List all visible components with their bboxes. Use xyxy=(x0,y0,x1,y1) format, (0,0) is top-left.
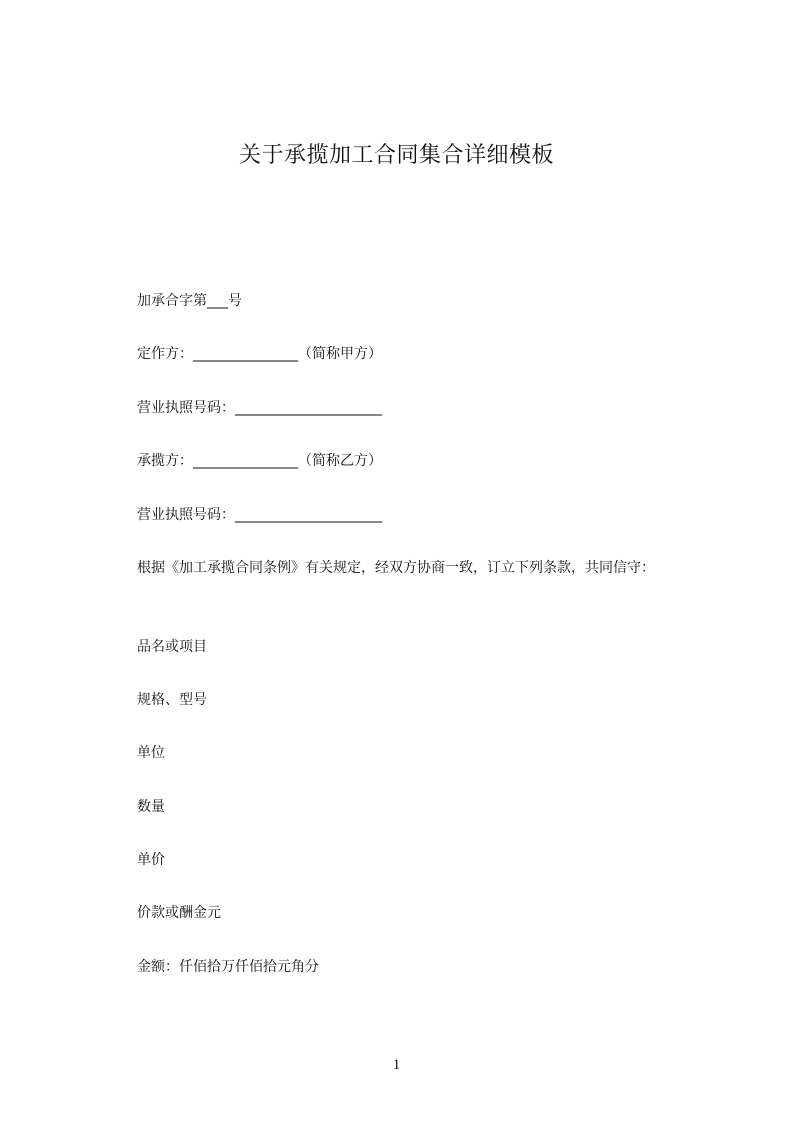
party-a-line: 定作方：_______________（简称甲方） xyxy=(137,346,382,362)
item-price-line: 价款或酬金元 xyxy=(137,905,221,921)
contract-number-line: 加承合字第___号 xyxy=(137,293,242,309)
item-unit-line: 单位 xyxy=(137,745,165,761)
page-number: 1 xyxy=(392,1057,401,1073)
item-name-line: 品名或项目 xyxy=(137,639,207,655)
item-amount-line: 金额：仟佰拾万仟佰拾元角分 xyxy=(137,959,319,975)
party-a-license-line: 营业执照号码：_____________________ xyxy=(137,400,382,416)
item-quantity-line: 数量 xyxy=(137,799,165,815)
party-b-license-line: 营业执照号码：_____________________ xyxy=(137,507,382,523)
intro-paragraph: 根据《加工承揽合同条例》有关规定，经双方协商一致，订立下列条款，共同信守： xyxy=(137,560,655,576)
party-b-line: 承揽方：_______________（简称乙方） xyxy=(137,453,382,469)
item-spec-line: 规格、型号 xyxy=(137,692,207,708)
document-title: 关于承揽加工合同集合详细模板 xyxy=(238,143,554,168)
item-unit-price-line: 单价 xyxy=(137,852,165,868)
